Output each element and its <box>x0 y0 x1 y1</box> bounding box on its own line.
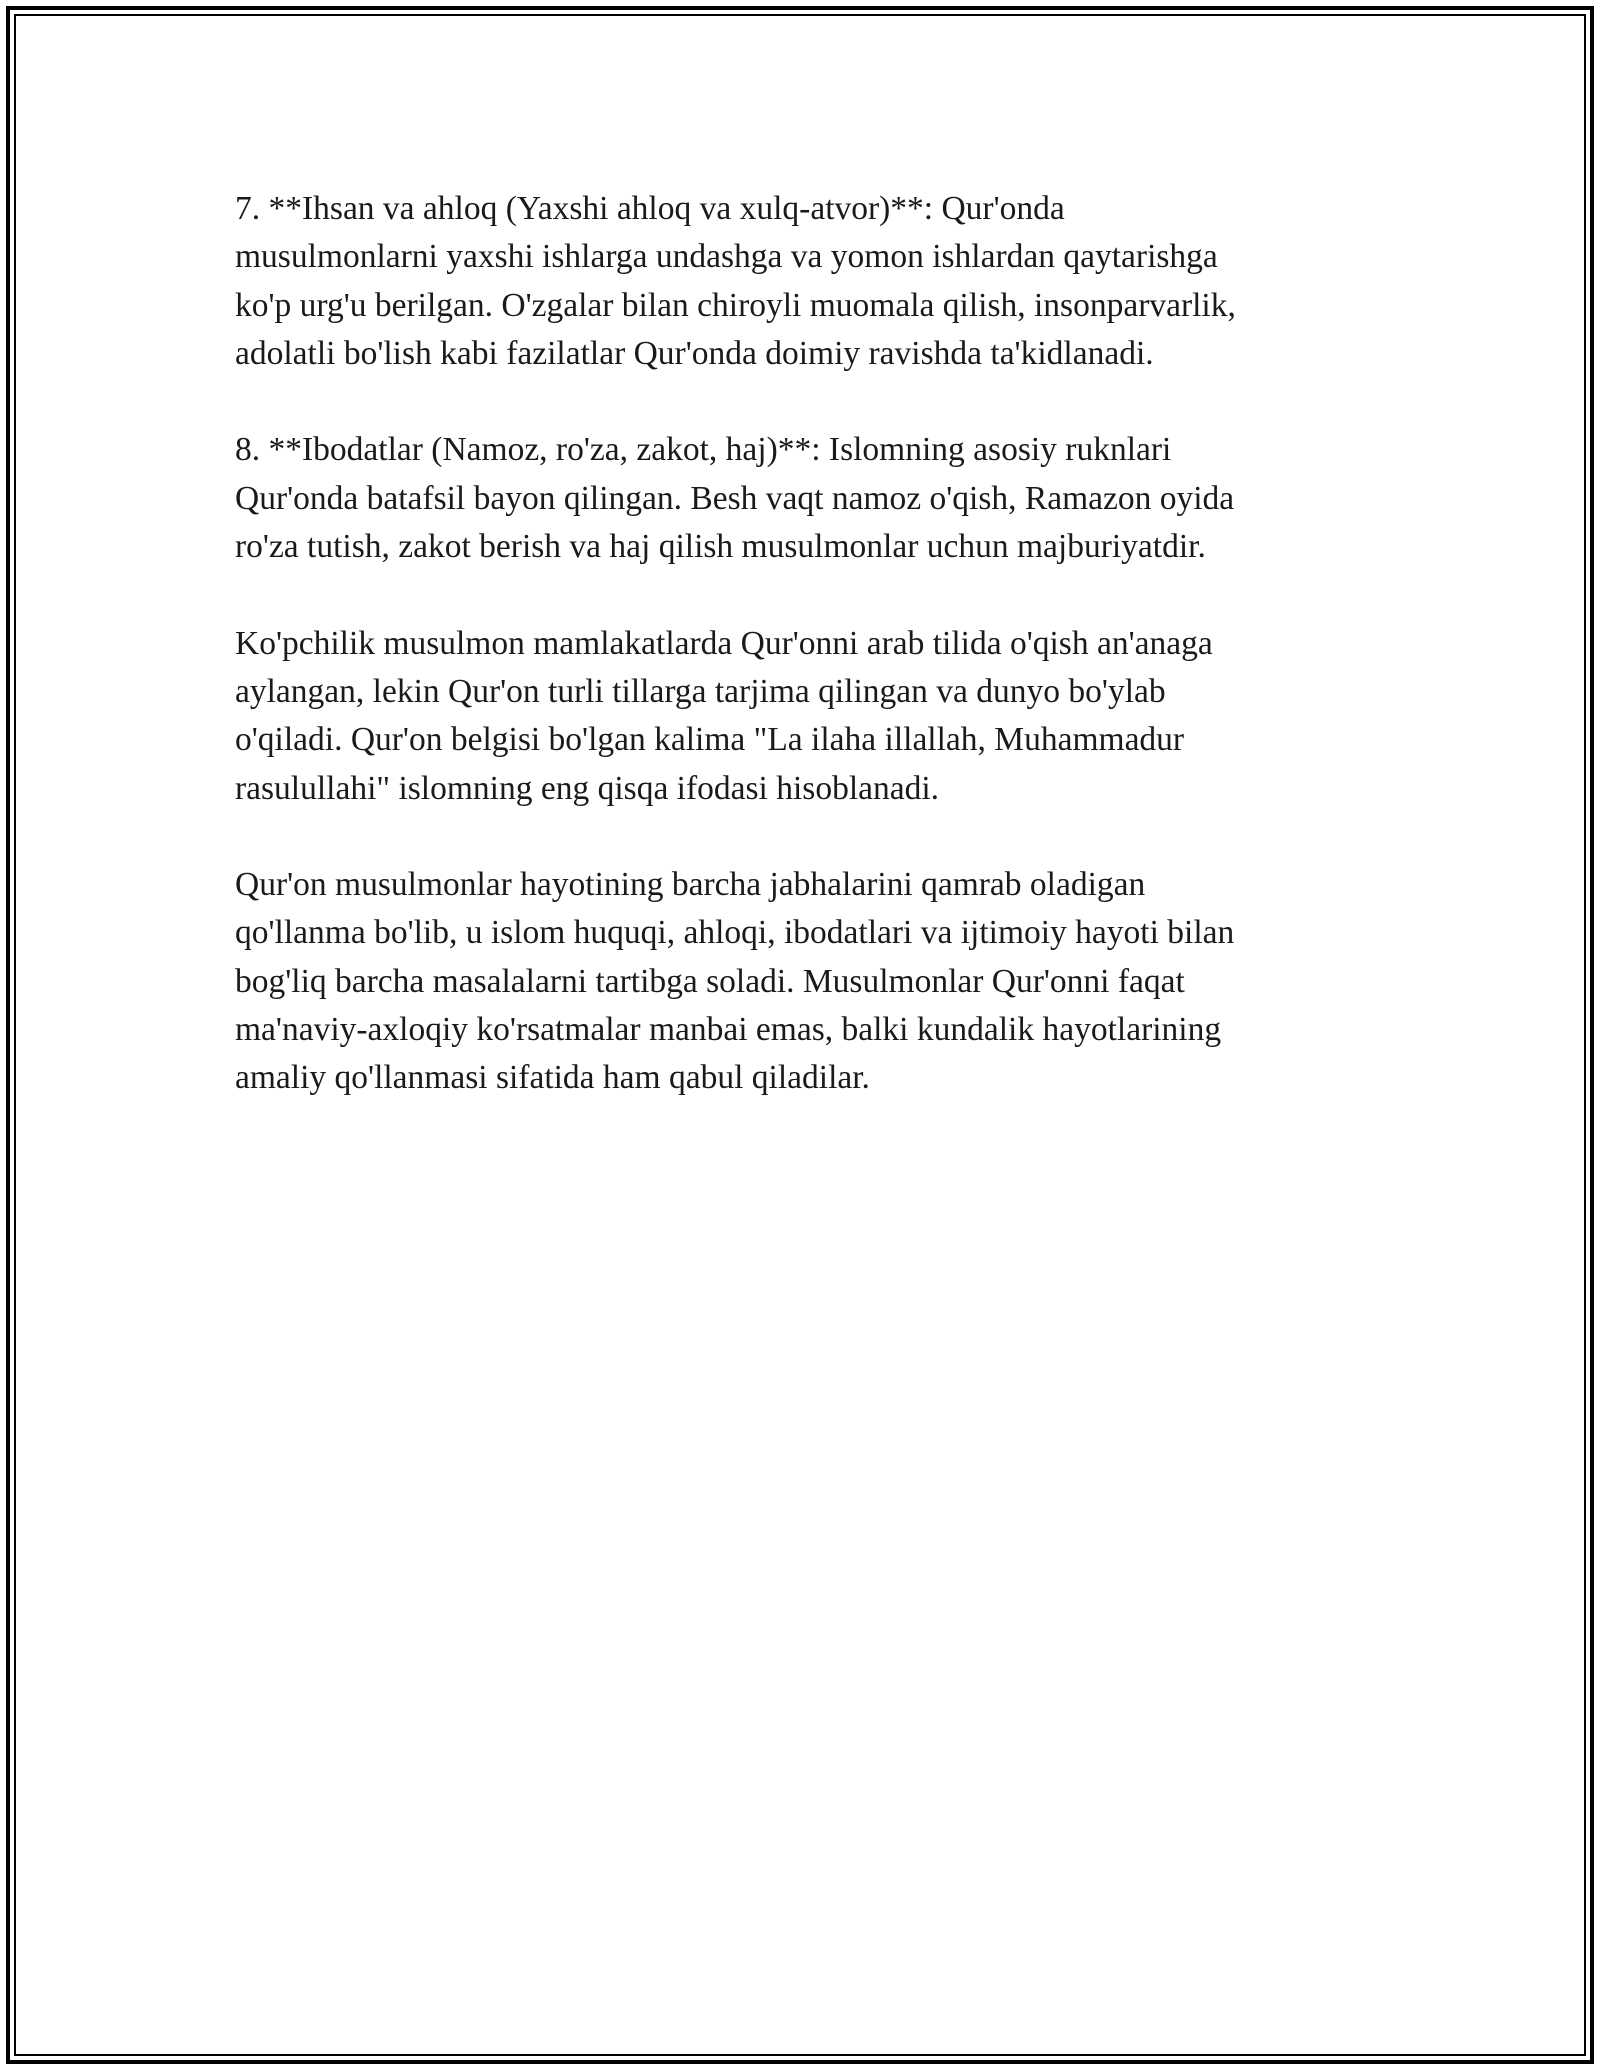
text-line: ko'p urg'u berilgan. O'zgalar bilan chiroyli muomala qilish, insonparvarlik, <box>235 286 1236 324</box>
text-line: bog'liq barcha masalalarni tartibga soladi. Musulmonlar Qur'onni faqat <box>235 962 1185 1000</box>
text-line: Qur'onda batafsil bayon qilingan. Besh vaqt namoz o'qish, Ramazon oyida <box>235 479 1235 517</box>
text-line: aylangan, lekin Qur'on turli tillarga tarjima qilingan va dunyo bo'ylab <box>235 672 1166 710</box>
document-body <box>235 185 1365 1151</box>
text-line: qo'llanma bo'lib, u islom huquqi, ahloqi, ibodatlari va ijtimoiy hayoti bilan <box>235 914 1235 952</box>
text-line: adolatli bo'lish kabi fazilatlar Qur'onda doimiy ravishda ta'kidlanadi. <box>235 334 1154 372</box>
text-line: ma'naviy-axloqiy ko'rsatmalar manbai emas, balki kundalik hayotlarining <box>235 1011 1222 1049</box>
text-line: rasulullahi" islomning eng qisqa ifodasi hisoblanadi. <box>235 769 940 807</box>
text-line: Qur'on musulmonlar hayotining barcha jabhalarini qamrab oladigan <box>235 866 1146 904</box>
paragraph-arab-tili <box>235 620 1365 813</box>
text-line: 7. **Ihsan va ahloq (Yaxshi ahloq va xulq-atvor)**: Qur'onda <box>235 190 1065 227</box>
paragraph-ihsan <box>235 185 1365 378</box>
text-line: amaliy qo'llanmasi sifatida ham qabul qiladilar. <box>235 1059 870 1097</box>
text-line: musulmonlarni yaxshi ishlarga undashga va yomon ishlardan qaytarishga <box>235 238 1218 276</box>
text-line: o'qiladi. Qur'on belgisi bo'lgan kalima "La ilaha illallah, Muhammadur <box>235 721 1185 759</box>
text-line: Ko'pchilik musulmon mamlakatlarda Qur'onni arab tilida o'qish an'anaga <box>235 624 1213 662</box>
text-line: ro'za tutish, zakot berish va haj qilish musulmonlar uchun majburiyatdir. <box>235 528 1206 566</box>
text-line: 8. **Ibodatlar (Namoz, ro'za, zakot, haj)**: Islomning asosiy ruknlari <box>235 431 1172 469</box>
paragraph-hayot <box>235 861 1365 1102</box>
paragraph-ibodatlar <box>235 426 1365 571</box>
